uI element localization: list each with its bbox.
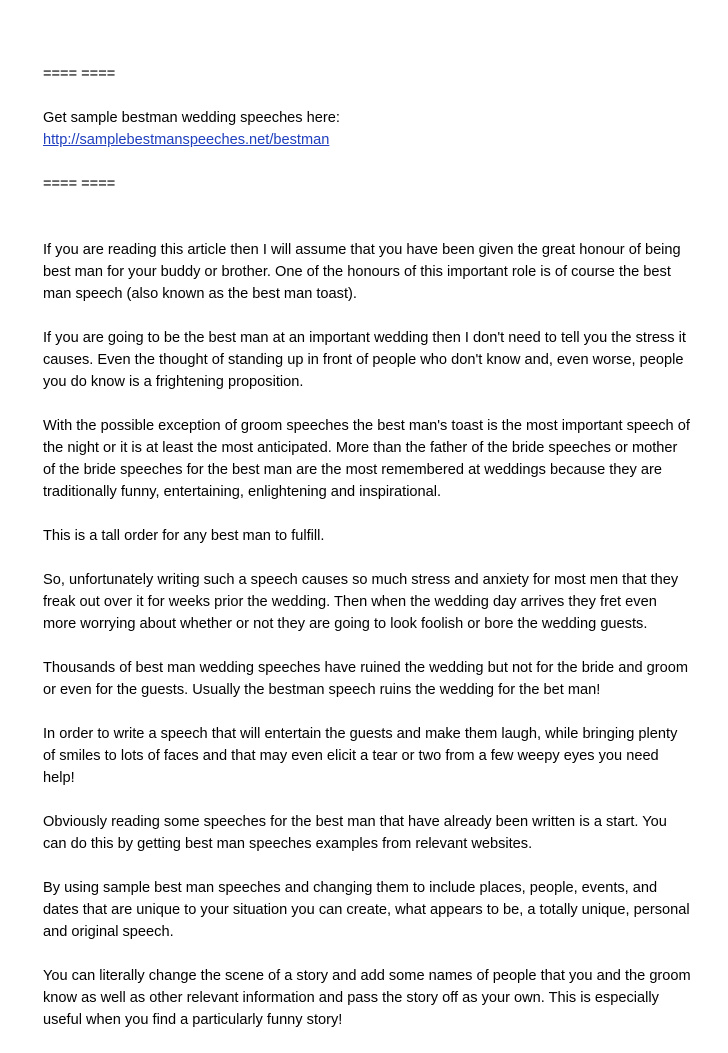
article-body <box>43 239 693 1031</box>
promo-text: Get sample bestman wedding speeches here: <box>43 110 340 126</box>
article-paragraph: You can literally change the scene of a story and add some names of people that you and the groom know as well as other relevant information and pass the story off as your own. This is especially useful when you find a particularly funny story! <box>43 968 691 1028</box>
promo-block <box>43 107 693 151</box>
separator-bottom: ==== ==== <box>43 176 116 192</box>
document-page <box>43 63 693 1053</box>
article-paragraph: In order to write a speech that will entertain the guests and make them laugh, while bringing plenty of smiles to lots of faces and that may even elicit a tear or two from a few weepy eyes you need help! <box>43 726 678 786</box>
article-paragraph: With the possible exception of groom speeches the best man's toast is the most important speech of the night or it is at least the most anticipated. More than the father of the bride speeches or mother of the bride speeches for the best man are the most remembered at weddings because they are traditionally funny, entertaining, enlightening and inspirational. <box>43 418 690 500</box>
article-paragraph: Obviously reading some speeches for the best man that have already been written is a start. You can do this by getting best man speeches examples from relevant websites. <box>43 814 667 852</box>
article-paragraph: So, unfortunately writing such a speech causes so much stress and anxiety for most men that they freak out over it for weeks prior the wedding. Then when the wedding day arrives they fret even more worrying about whether or not they are going to look foolish or bore the wedding guests. <box>43 572 679 632</box>
separator-top: ==== ==== <box>43 66 116 82</box>
promo-link[interactable]: http://samplebestmanspeeches.net/bestman <box>43 132 330 148</box>
article-paragraph: This is a tall order for any best man to fulfill. <box>43 528 325 544</box>
article-paragraph: By using sample best man speeches and changing them to include places, people, events, and dates that are unique to your situation you can create, what appears to be, a totally unique, personal and original speech. <box>43 880 690 940</box>
article-paragraph: If you are reading this article then I will assume that you have been given the great honour of being best man for your buddy or brother. One of the honours of this important role is of course the best man speech (also known as the best man toast). <box>43 242 681 302</box>
article-paragraph: If you are going to be the best man at an important wedding then I don't need to tell you the stress it causes. Even the thought of standing up in front of people who don't know and, even worse, people you do know is a frightening proposition. <box>43 330 686 390</box>
article-paragraph: Thousands of best man wedding speeches have ruined the wedding but not for the bride and groom or even for the guests. Usually the bestman speech ruins the wedding for the bet man! <box>43 660 688 698</box>
